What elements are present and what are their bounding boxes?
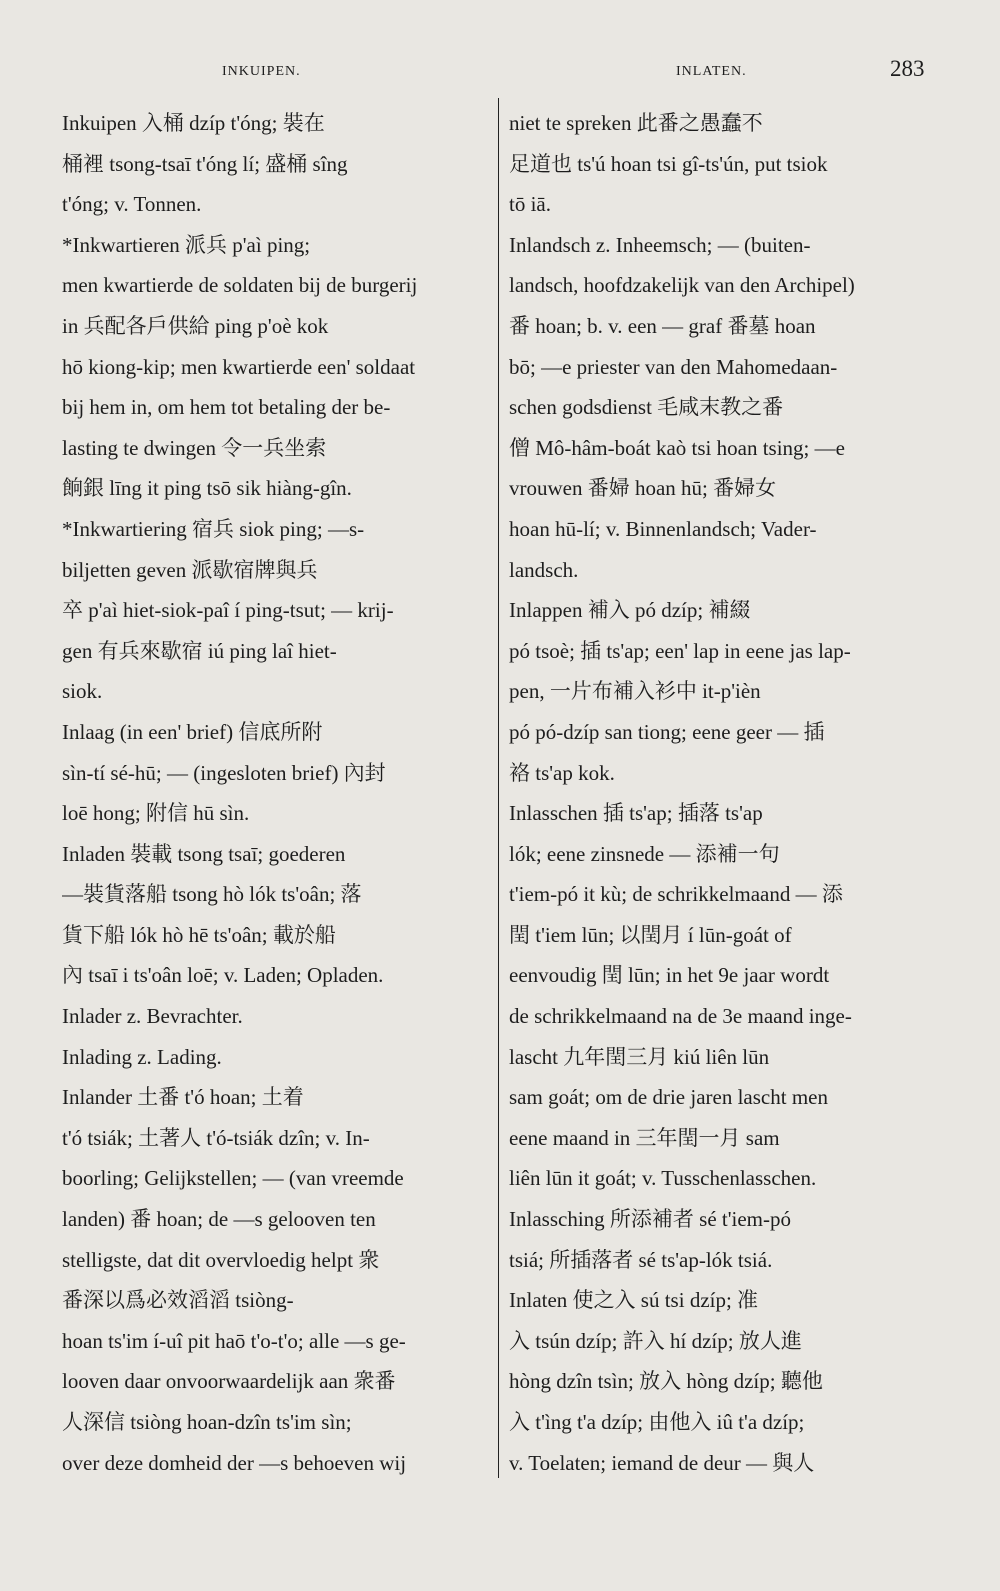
text-line: lascht 九年閏三月 kiú liên lūn xyxy=(509,1044,770,1069)
text-line: 卒 p'aì hiet-siok-paî í ping-tsut; — krij- xyxy=(62,598,394,623)
text-line: pó pó-dzíp san tiong; eene geer — 插 xyxy=(509,719,825,744)
text-line: t'ó tsiák; 土著人 t'ó-tsiák dzîn; v. In- xyxy=(62,1125,370,1150)
text-line: landsch. xyxy=(509,557,579,582)
text-line: 番 hoan; b. v. een — graf 番墓 hoan xyxy=(509,313,816,338)
text-line: hòng dzîn tsìn; 放入 hòng dzíp; 聽他 xyxy=(509,1369,823,1394)
text-line: Inlander 土番 t'ó hoan; 土着 xyxy=(62,1085,304,1110)
text-line: in 兵配各戶供給 ping p'oè kok xyxy=(62,313,329,338)
text-line: men kwartierde de soldaten bij de burgerij xyxy=(62,273,418,298)
text-line: schen godsdienst 毛咸末教之番 xyxy=(509,395,784,420)
text-line: pen, 一片布補入衫中 it-p'ièn xyxy=(509,679,761,704)
text-line: Inlandsch z. Inheemsch; — (buiten- xyxy=(509,232,811,257)
text-line: 桶裡 tsong-tsaī t'óng lí; 盛桶 sîng xyxy=(62,151,348,176)
text-line: 袼 ts'ap kok. xyxy=(509,760,615,785)
text-line: Inlading z. Lading. xyxy=(62,1044,222,1069)
text-line: *Inkwartieren 派兵 p'aì ping; xyxy=(62,232,311,257)
text-line: eenvoudig 閏 lūn; in het 9e jaar wordt xyxy=(509,963,830,988)
text-line: Inladen 裝載 tsong tsaī; goederen xyxy=(62,841,346,866)
running-header xyxy=(0,56,1000,86)
text-line: bō; —e priester van den Mahomedaan- xyxy=(509,354,838,379)
text-line: 入 t'ìng t'a dzíp; 由他入 iû t'a dzíp; xyxy=(509,1410,805,1434)
text-line: t'óng; v. Tonnen. xyxy=(62,192,202,217)
text-line: 人深信 tsiòng hoan-dzîn ts'im sìn; xyxy=(62,1410,352,1434)
text-line: hoan hū-lí; v. Binnenlandsch; Vader- xyxy=(509,516,817,541)
text-line: 入 tsún dzíp; 許入 hí dzíp; 放人進 xyxy=(509,1328,802,1353)
text-line: landen) 番 hoan; de —s gelooven ten xyxy=(62,1207,376,1232)
column-divider xyxy=(498,98,499,1478)
text-line: lók; eene zinsnede — 添補一句 xyxy=(509,841,780,866)
text-line: 閏 t'iem lūn; 以閏月 í lūn-goát of xyxy=(509,922,792,947)
text-line: Inlasschen 插 ts'ap; 插落 ts'ap xyxy=(509,801,763,826)
text-line: eene maand in 三年閏一月 sam xyxy=(509,1125,780,1150)
text-line: boorling; Gelijkstellen; — (van vreemde xyxy=(62,1166,404,1191)
text-line: Inlappen 補入 pó dzíp; 補綴 xyxy=(509,598,751,623)
text-line: sam goát; om de drie jaren lascht men xyxy=(509,1085,828,1110)
text-line: hoan ts'im í-uî pit haō t'o-t'o; alle —s ge- xyxy=(62,1328,406,1353)
text-line: tō iā. xyxy=(509,192,551,217)
text-line: loē hong; 附信 hū sìn. xyxy=(62,801,250,826)
text-line: niet te spreken 此番之愚蠢不 xyxy=(509,111,763,135)
text-line: vrouwen 番婦 hoan hū; 番婦女 xyxy=(509,476,777,501)
text-line: over deze domheid der —s behoeven wij xyxy=(62,1450,407,1475)
text-line: v. Toelaten; iemand de deur — 與人 xyxy=(509,1450,815,1475)
right-column xyxy=(509,103,934,1483)
text-line: Inlaag (in een' brief) 信底所附 xyxy=(62,719,323,744)
text-line: lasting te dwingen 令一兵坐索 xyxy=(62,435,327,460)
text-line: 貨下船 lók hò hē ts'oân; 載於船 xyxy=(62,922,336,947)
text-line: —裝貨落船 tsong hò lók ts'oân; 落 xyxy=(62,882,362,907)
text-line: landsch, hoofdzakelijk van den Archipel) xyxy=(509,273,855,298)
text-line: looven daar onvoorwaardelijk aan 衆番 xyxy=(62,1369,396,1394)
text-line: siok. xyxy=(62,679,103,704)
text-line: sìn-tí sé-hū; — (ingesloten brief) 內封 xyxy=(62,760,386,785)
text-line: *Inkwartiering 宿兵 siok ping; —s- xyxy=(62,516,365,541)
text-line: de schrikkelmaand na de 3e maand inge- xyxy=(509,1004,852,1029)
page-number: 283 xyxy=(890,56,925,81)
text-line: Inlaten 使之入 sú tsi dzíp; 准 xyxy=(509,1288,759,1313)
text-line: liên lūn it goát; v. Tusschenlasschen. xyxy=(509,1166,817,1191)
text-line: 僧 Mô-hâm-boát kaò tsi hoan tsing; —e xyxy=(509,435,845,460)
text-line: 內 tsaī i ts'oân loē; v. Laden; Opladen. xyxy=(62,963,384,988)
text-line: pó tsoè; 插 ts'ap; een' lap in eene jas lap- xyxy=(509,638,851,663)
text-line: bij hem in, om hem tot betaling der be- xyxy=(62,395,391,420)
text-line: tsiá; 所插落者 sé ts'ap-lók tsiá. xyxy=(509,1247,773,1272)
text-line: gen 有兵來歇宿 iú ping laî hiet- xyxy=(62,638,337,663)
left-column xyxy=(62,103,492,1483)
text-line: Inlader z. Bevrachter. xyxy=(62,1004,243,1029)
text-line: t'iem-pó it kù; de schrikkelmaand — 添 xyxy=(509,882,843,907)
text-line: 番深以爲必效滔滔 tsiòng- xyxy=(62,1288,294,1313)
header-right-term: INLATEN. xyxy=(676,64,747,79)
text-line: biljetten geven 派歇宿牌與兵 xyxy=(62,557,318,582)
text-line: stelligste, dat dit overvloedig helpt 衆 xyxy=(62,1247,380,1272)
header-left-term: INKUIPEN. xyxy=(222,64,301,79)
text-line: 餉銀 līng it ping tsō sik hiàng-gîn. xyxy=(62,476,352,501)
text-line: hō kiong-kip; men kwartierde een' soldaat xyxy=(62,354,416,379)
text-line: 足道也 ts'ú hoan tsi gî-ts'ún, put tsiok xyxy=(509,151,828,176)
text-line: Inlassching 所添補者 sé t'iem-pó xyxy=(509,1207,791,1232)
text-line: Inkuipen 入桶 dzíp t'óng; 裝在 xyxy=(62,111,325,135)
